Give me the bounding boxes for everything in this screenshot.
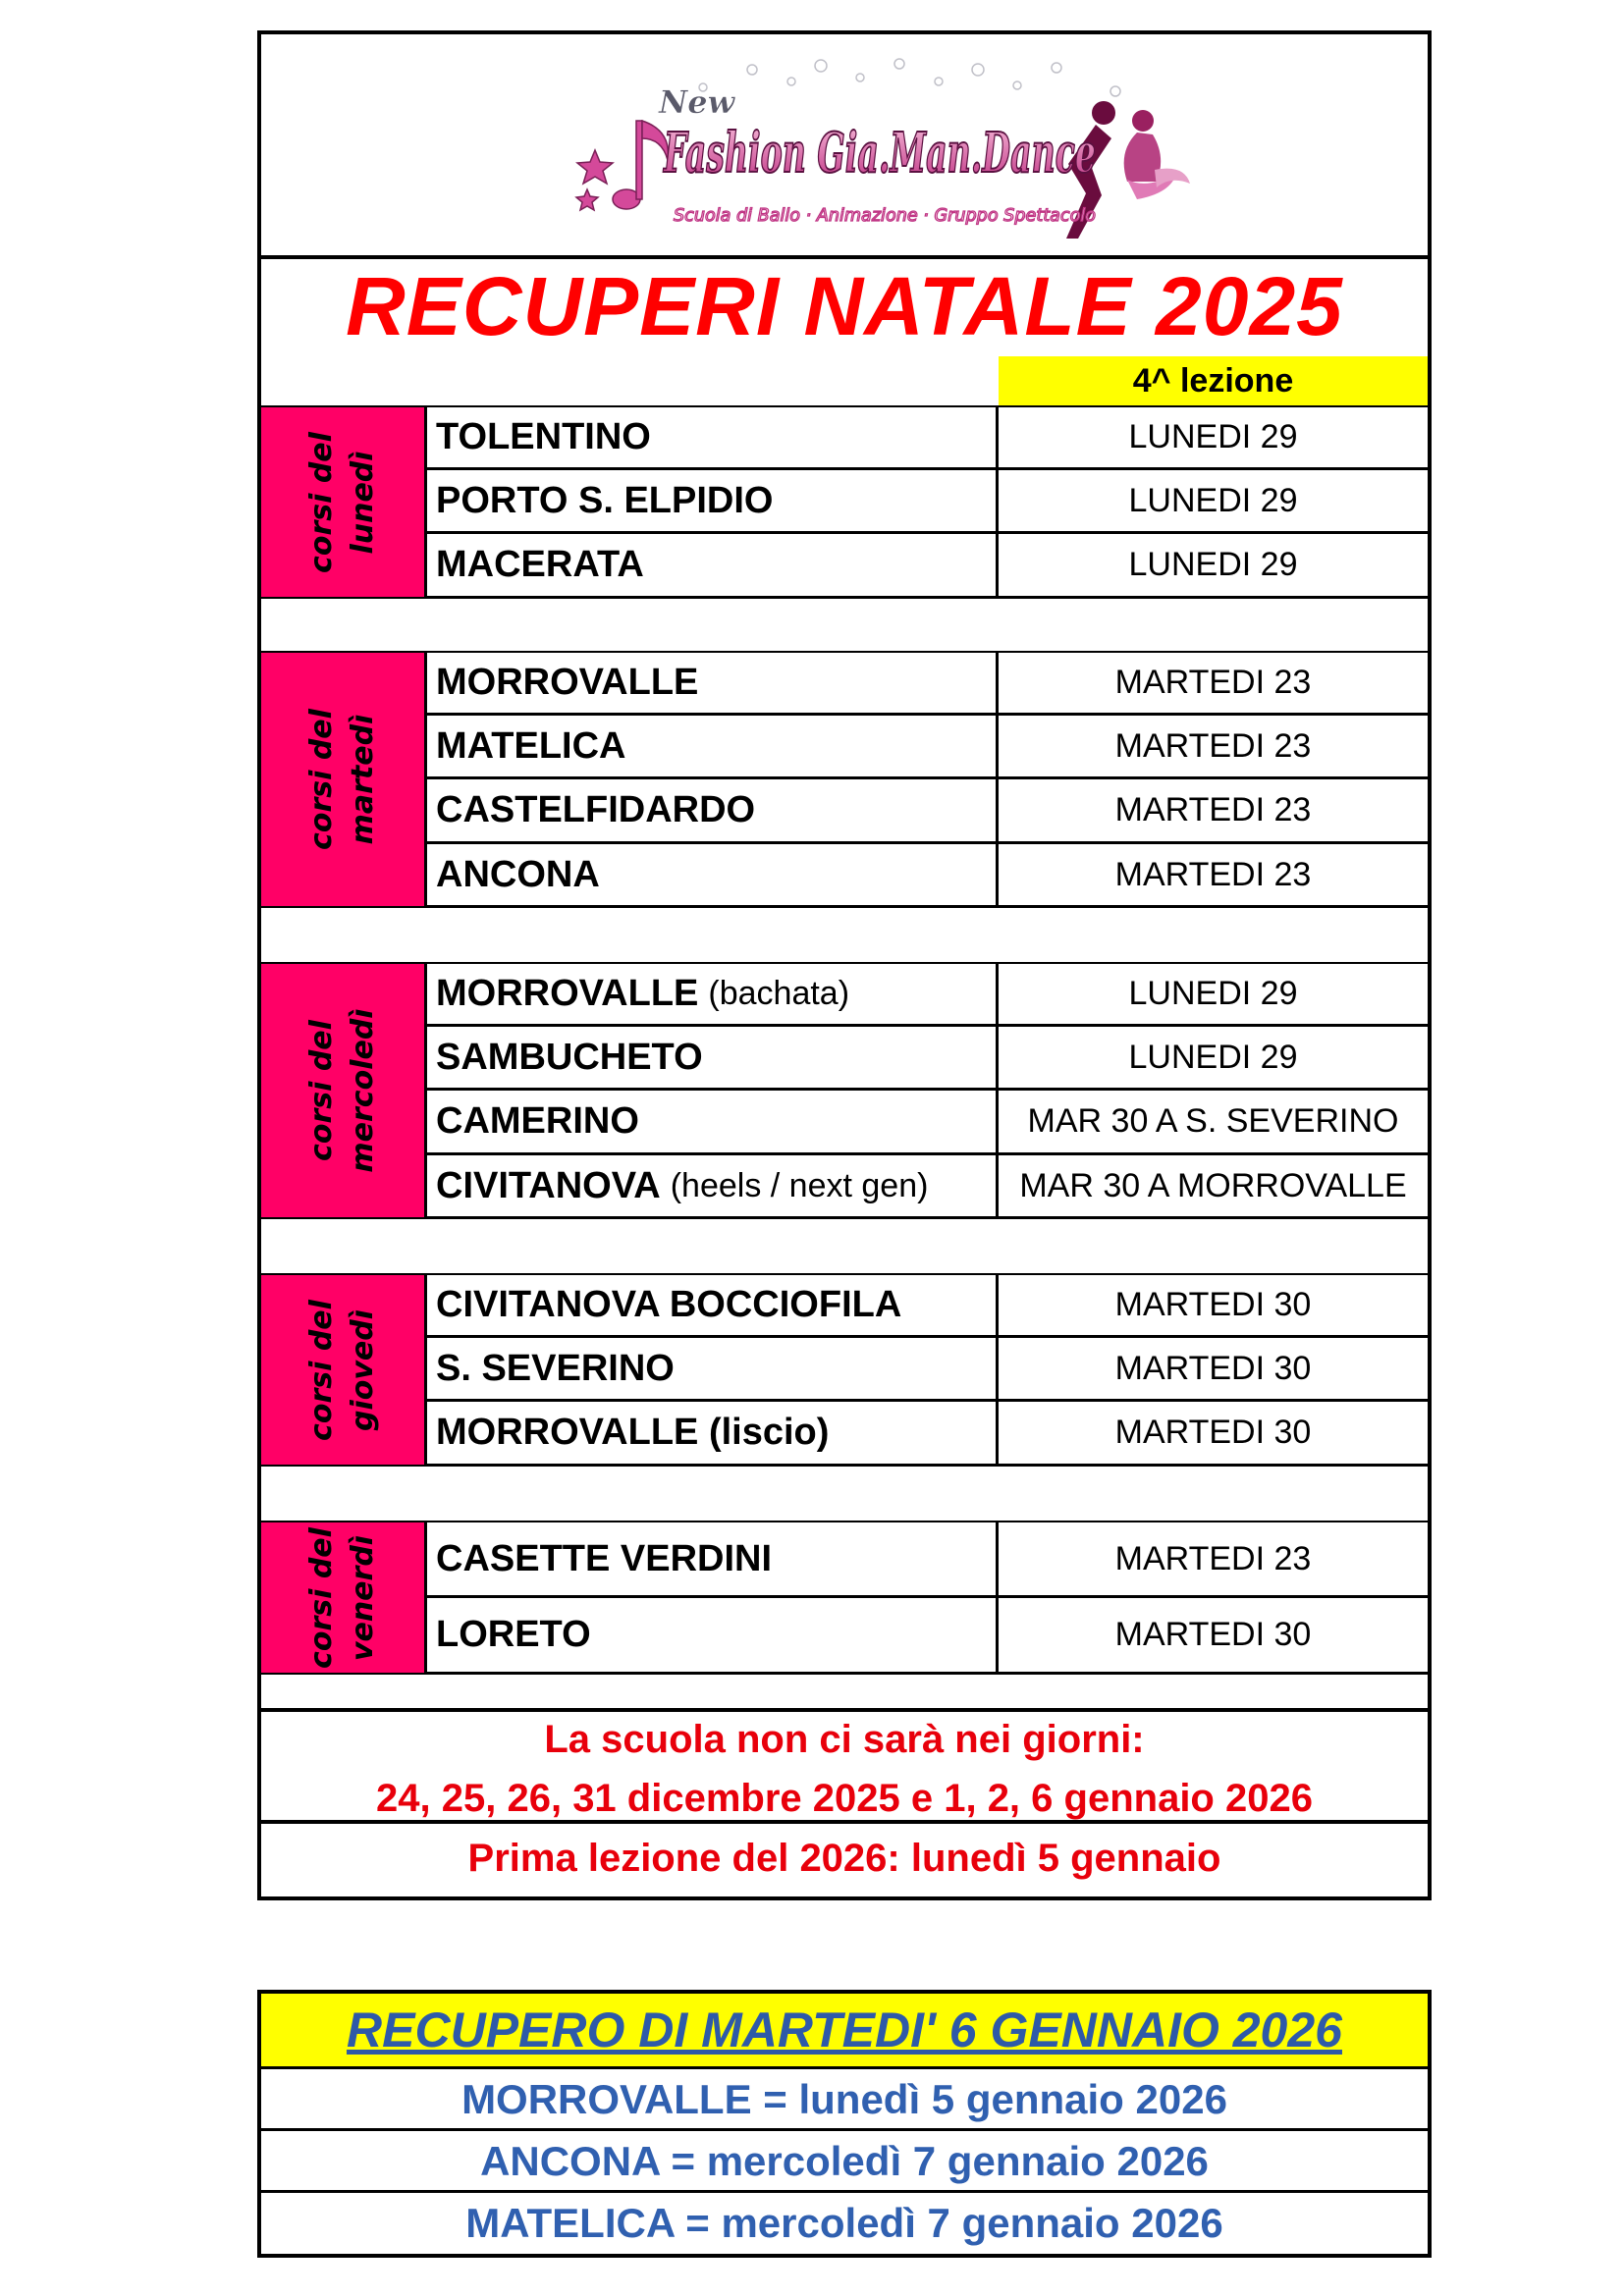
table-row bbox=[427, 405, 1428, 470]
group-label bbox=[261, 405, 427, 599]
group-thursday bbox=[261, 1273, 1428, 1467]
group-label-text: corsi del mercoledì bbox=[304, 1008, 380, 1173]
group-monday bbox=[261, 405, 1428, 599]
table-row bbox=[427, 962, 1428, 1027]
recovery-table bbox=[257, 1990, 1432, 2258]
table-row bbox=[427, 534, 1428, 599]
table-row bbox=[427, 1598, 1428, 1675]
course-name: SAMBUCHETO bbox=[427, 1027, 999, 1088]
group-label-text: corsi del venerdì bbox=[304, 1526, 380, 1669]
course-name: S. SEVERINO bbox=[427, 1338, 999, 1399]
group-label bbox=[261, 1273, 427, 1467]
course-name: MORROVALLE bbox=[427, 653, 999, 713]
lesson-date: LUNEDI 29 bbox=[1128, 546, 1298, 583]
lesson-date: LUNEDI 29 bbox=[1128, 1038, 1298, 1076]
lesson-date: MAR 30 A S. SEVERINO bbox=[1027, 1102, 1399, 1140]
course-name: MATELICA bbox=[427, 716, 999, 776]
group-label-text: corsi del martedì bbox=[304, 709, 380, 850]
closure-line-2: 24, 25, 26, 31 dicembre 2025 e 1, 2, 6 gennaio 2026 bbox=[376, 1777, 1313, 1820]
lesson-date: MARTEDI 30 bbox=[1114, 1286, 1312, 1323]
lesson-date: MARTEDI 23 bbox=[1114, 664, 1312, 701]
group-label bbox=[261, 962, 427, 1219]
table-row bbox=[427, 779, 1428, 844]
group-wednesday bbox=[261, 962, 1428, 1219]
group-label bbox=[261, 1521, 427, 1675]
table-row bbox=[427, 470, 1428, 534]
course-name: CAMERINO bbox=[427, 1091, 999, 1152]
course-name: PORTO S. ELPIDIO bbox=[427, 470, 999, 531]
table-row bbox=[427, 1091, 1428, 1155]
lesson-date: MARTEDI 23 bbox=[1114, 1539, 1312, 1577]
lesson-date: MARTEDI 30 bbox=[1114, 1414, 1312, 1451]
logo-area bbox=[261, 34, 1428, 259]
table-row bbox=[427, 1521, 1428, 1598]
closure-notice bbox=[261, 1708, 1428, 1824]
table-row bbox=[427, 1027, 1428, 1091]
table-row bbox=[427, 844, 1428, 908]
recovery-title: RECUPERO DI MARTEDI' 6 GENNAIO 2026 bbox=[261, 1994, 1428, 2069]
lesson-date: LUNEDI 29 bbox=[1128, 481, 1298, 519]
lesson-date: MARTEDI 30 bbox=[1114, 1616, 1312, 1653]
lesson-date: MARTEDI 30 bbox=[1114, 1349, 1312, 1387]
group-tuesday bbox=[261, 651, 1428, 908]
table-row bbox=[427, 716, 1428, 779]
group-friday bbox=[261, 1521, 1428, 1675]
logo-tagline: Scuola di Ballo · Animazione · Gruppo Spettacolo bbox=[674, 205, 1096, 226]
course-note: (heels / next gen) bbox=[670, 1166, 929, 1204]
course-name: CASETTE VERDINI bbox=[427, 1522, 999, 1595]
course-name: ANCONA bbox=[427, 844, 999, 905]
course-name: MACERATA bbox=[427, 534, 999, 596]
table-row bbox=[427, 1338, 1428, 1402]
lesson-date: LUNEDI 29 bbox=[1128, 418, 1298, 455]
table-row bbox=[427, 651, 1428, 716]
lesson-date: LUNEDI 29 bbox=[1128, 975, 1298, 1012]
lesson-date: MAR 30 A MORROVALLE bbox=[1019, 1166, 1407, 1204]
recovery-row: MATELICA = mercoledì 7 gennaio 2026 bbox=[465, 2200, 1223, 2246]
table-row bbox=[427, 1273, 1428, 1338]
schedule-sheet bbox=[257, 30, 1432, 1900]
recovery-row: ANCONA = mercoledì 7 gennaio 2026 bbox=[261, 2131, 1428, 2193]
course-name: CIVITANOVA BOCCIOFILA bbox=[427, 1275, 999, 1335]
course-name: CIVITANOVA (heels / next gen) bbox=[427, 1155, 999, 1216]
course-name: MORROVALLE (liscio) bbox=[427, 1402, 999, 1464]
course-name: CASTELFIDARDO bbox=[427, 779, 999, 841]
lesson-date: MARTEDI 23 bbox=[1114, 791, 1312, 828]
recovery-row: MORROVALLE = lunedì 5 gennaio 2026 bbox=[261, 2069, 1428, 2131]
table-row bbox=[427, 1155, 1428, 1219]
group-label-text: corsi del lunedì bbox=[304, 431, 380, 573]
table-row bbox=[427, 1402, 1428, 1467]
school-logo bbox=[566, 52, 1194, 248]
course-note: (bachata) bbox=[708, 975, 850, 1012]
course-name: TOLENTINO bbox=[427, 407, 999, 467]
group-label bbox=[261, 651, 427, 908]
course-name: MORROVALLE (bachata) bbox=[427, 964, 999, 1024]
group-label-text: corsi del giovedì bbox=[304, 1299, 380, 1441]
closure-line-1: La scuola non ci sarà nei giorni: bbox=[544, 1718, 1145, 1761]
page-title: RECUPERI NATALE 2025 bbox=[346, 260, 1343, 352]
lesson-date: MARTEDI 23 bbox=[1114, 726, 1312, 765]
course-name: LORETO bbox=[427, 1598, 999, 1672]
lesson-date: MARTEDI 23 bbox=[1114, 855, 1312, 893]
logo-main-text: Fashion Gia.Man.Dance bbox=[662, 121, 1096, 186]
first-lesson-notice: Prima lezione del 2026: lunedì 5 gennaio bbox=[467, 1837, 1221, 1880]
logo-small-word: New bbox=[659, 83, 735, 121]
lesson-column-header: 4^ lezione bbox=[999, 356, 1428, 405]
